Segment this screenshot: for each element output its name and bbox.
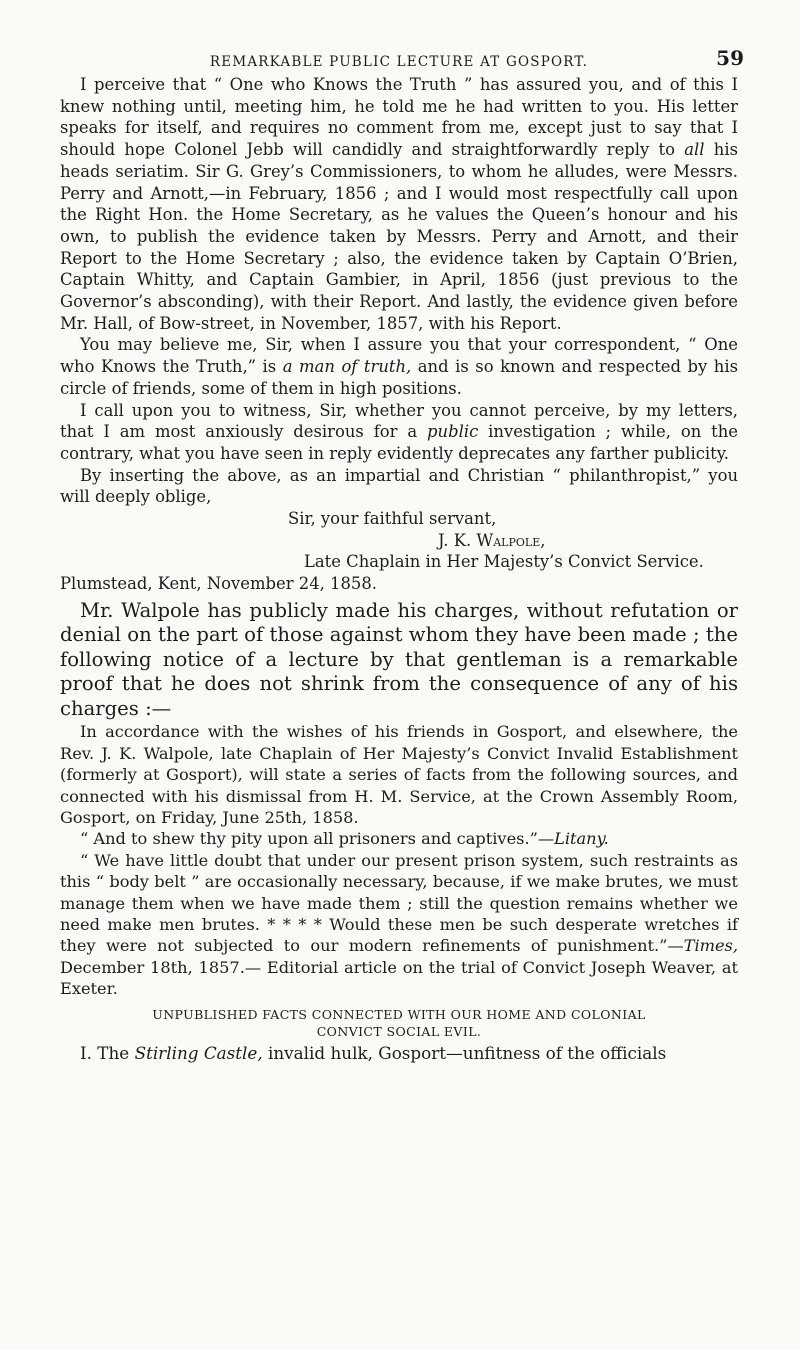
notice-paragraph: In accordance with the wishes of his friends in Gosport, and elsewhere, the Rev. J. K. Walpole, late Chaplain of Her Majesty’s Convict Invalid Establishment (formerly at Gosport), will state a series of facts from the following sources, and connected with his dismissal from H. M. Service, at the Crown Assembly Room, Gosport, on Friday, June 25th, 1858.: [60, 722, 738, 827]
signature-name: Walpole,: [476, 530, 546, 550]
letter-paragraph-2: You may believe me, Sir, when I assure you that your correspondent, “ One who Knows the Truth,” is a man of truth, and is so known and respected by his circle of friends, some of them in high positions.: [60, 335, 738, 398]
page-number: 59: [716, 46, 744, 70]
letter-paragraph-1: I perceive that “ One who Knows the Truth ” has assured you, and of this I knew nothing until, meeting him, he told me he had written to you. His letter speaks for itself, and requires no comment from me, except just to say that I should hope Colonel Jebb will candidly and straightforwardly reply to all his heads seriatim. Sir G. Grey’s Commissioners, to whom he alludes, were Messrs. Perry and Arnott,—in February, 1856 ; and I would most respectfully call upon the Right Hon. the Home Secretary, as he values the Queen’s honour and his own, to publish the evidence taken by Messrs. Perry and Arnott, and their Report to the Home Secretary ; also, the evidence taken by Captain O’Brien, Captain Whitty, and Captain Gambier, in April, 1856 (just previous to the Governor’s absconding), with their Report. And lastly, the evidence given before Mr. Hall, of Bow-street, in November, 1857, with his Report.: [60, 75, 738, 333]
ship-name: Stirling Castle,: [134, 1042, 263, 1063]
letter-paragraph-3: I call upon you to witness, Sir, whether you cannot perceive, by my letters, that I am most anxiously desirous for a public investigation ; while, on the contrary, what you have seen in reply evidently deprecates any farther publicity.: [60, 400, 739, 463]
section-heading: UNPUBLISHED FACTS CONNECTED WITH OUR HOME AND COLONIAL CONVICT SOCIAL EVIL.: [152, 1006, 646, 1039]
letter: [60, 74, 738, 595]
running-head: REMARKABLE PUBLIC LECTURE AT GOSPORT.: [209, 54, 589, 70]
litany-quote: “ And to shew thy pity upon all prisoners and captives.”—Litany.: [80, 829, 609, 849]
signatory-position: Late Chaplain in Her Majesty’s Convict Service.: [304, 552, 704, 572]
emphasis-public: public: [427, 422, 479, 442]
intro-paragraph: Mr. Walpole has publicly made his charges, without refutation or denial on the part of those against whom they have been made ; the following notice of a lecture by that gentleman is a remarkable proof that he does not shrink from the consequence of any of his charges :—: [60, 598, 738, 720]
place-date: Plumstead, Kent, November 24, 1858.: [60, 574, 377, 594]
times-source: Times,: [683, 936, 738, 956]
letter-signature: J. K. Walpole,: [438, 530, 546, 550]
lecture-notice: [60, 721, 738, 999]
emphasis-man-of-truth: a man of truth,: [282, 357, 412, 377]
times-quote: “ We have little doubt that under our present prison system, such restraints as this “ body belt ” are occasionally necessary, because, if we make brutes, we must manage them when we have made them ; still the question remains whether we need make men brutes. * * * * Would these men be such desperate wretches if they were not subjected to our modern refinements of punishment.”—Times, December 18th, 1857.— Editorial article on the trial of Convict Joseph Weaver, at Exeter.: [60, 850, 738, 999]
page-header: [60, 46, 744, 74]
letter-paragraph-4: By inserting the above, as an impartial and Christian “ philanthropist,” you will deeply oblige,: [60, 465, 738, 507]
section-item-1: I. The Stirling Castle, invalid hulk, Gosport—unfitness of the officials: [80, 1042, 667, 1063]
letter-closing: Sir, your faithful servant,: [288, 509, 497, 529]
litany-source: Litany.: [554, 829, 609, 849]
emphasis-all: all: [684, 140, 705, 160]
